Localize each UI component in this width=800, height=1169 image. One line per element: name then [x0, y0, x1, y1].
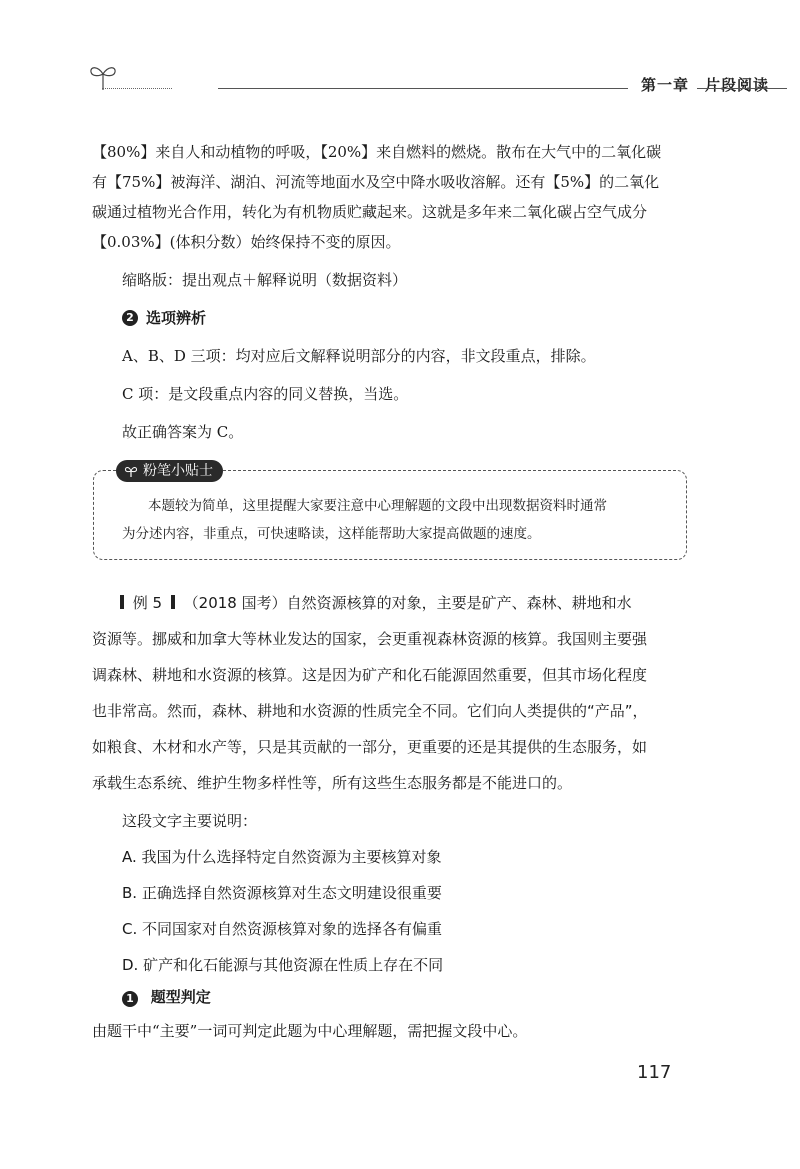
tip-line: 为分述内容，非重点，可快速略读，这样能帮助大家提高做题的速度。 [122, 526, 541, 542]
example-first-line [92, 588, 692, 618]
type-heading [92, 982, 692, 1012]
tip-title-badge [116, 460, 223, 482]
option-a: A. 我国为什么选择特定自然资源为主要核算对象 [122, 848, 442, 866]
analysis-heading [92, 303, 692, 333]
sprout-icon [124, 464, 138, 478]
example-block [92, 588, 692, 1046]
tip-text [122, 492, 682, 548]
summary-line: 缩略版：提出观点＋解释说明（数据资料） [122, 271, 408, 289]
paragraph-line: 有【75%】被海洋、湖泊、河流等地面水及空中降水吸收溶解。还有【5%】的二氧化 [92, 173, 660, 191]
example-line: 也非常高。然而，森林、耕地和水资源的性质完全不同。它们向人类提供的“产品”， [92, 702, 648, 720]
option-b: B. 正确选择自然资源核算对生态文明建设很重要 [122, 884, 442, 902]
type-text: 由题干中“主要”一词可判定此题为中心理解题，需把握文段中心。 [92, 1022, 528, 1040]
example-line: （2018 国考）自然资源核算的对象，主要是矿产、森林、耕地和水 [183, 594, 632, 612]
tip-line: 本题较为简单，这里提醒大家要注意中心理解题的文段中出现数据资料时通常 [148, 498, 607, 514]
example-line: 如粮食、木材和水产等，只是其贡献的一部分，更重要的还是其提供的生态服务，如 [92, 738, 648, 756]
label-bar [120, 595, 124, 609]
option-d: D. 矿产和化石能源与其他资源在性质上存在不同 [122, 956, 444, 974]
header-rule [218, 88, 628, 89]
section-title: 题型判定 [150, 988, 211, 1006]
page-number: 117 [637, 1062, 672, 1083]
option-c: C. 不同国家对自然资源核算对象的选择各有偏重 [122, 920, 443, 938]
label-bar [171, 595, 175, 609]
analysis-line: A、B、D 三项：均对应后文解释说明部分的内容，非文段重点，排除。 [122, 347, 596, 365]
tip-title: 粉笔小贴士 [143, 463, 213, 479]
chapter-title: 第一章 片段阅读 [641, 76, 770, 94]
example-line: 资源等。挪威和加拿大等林业发达的国家，会更重视森林资源的核算。我国则主要强 [92, 630, 648, 648]
example-line: 调森林、耕地和水资源的核算。这是因为矿产和化石能源固然重要，但其市场化程度 [92, 666, 648, 684]
section-title: 选项辨析 [146, 309, 207, 327]
header-dotted-line [102, 88, 172, 89]
paragraph-line: 【80%】来自人和动植物的呼吸，【20%】来自燃料的燃烧。散布在大气中的二氧化碳 [92, 143, 662, 161]
paragraph-line: 【0.03%】(体积分数）始终保持不变的原因。 [92, 233, 401, 251]
analysis-line: C 项：是文段重点内容的同义替换，当选。 [122, 385, 409, 403]
example-label: 例 5 [132, 594, 163, 612]
paragraph-line: 碳通过植物光合作用，转化为有机物质贮藏起来。这就是多年来二氧化碳占空气成分 [92, 203, 648, 221]
header-rule-right [697, 88, 787, 89]
section-number-badge: 2 [122, 310, 138, 326]
answer-line: 故正确答案为 C。 [122, 423, 244, 441]
page-header [88, 60, 788, 100]
question-line: 这段文字主要说明： [122, 812, 258, 830]
section-number-badge: 1 [122, 991, 138, 1007]
example-line: 承载生态系统、维护生物多样性等，所有这些生态服务都是不能进口的。 [92, 774, 573, 792]
analysis-text [92, 137, 692, 447]
